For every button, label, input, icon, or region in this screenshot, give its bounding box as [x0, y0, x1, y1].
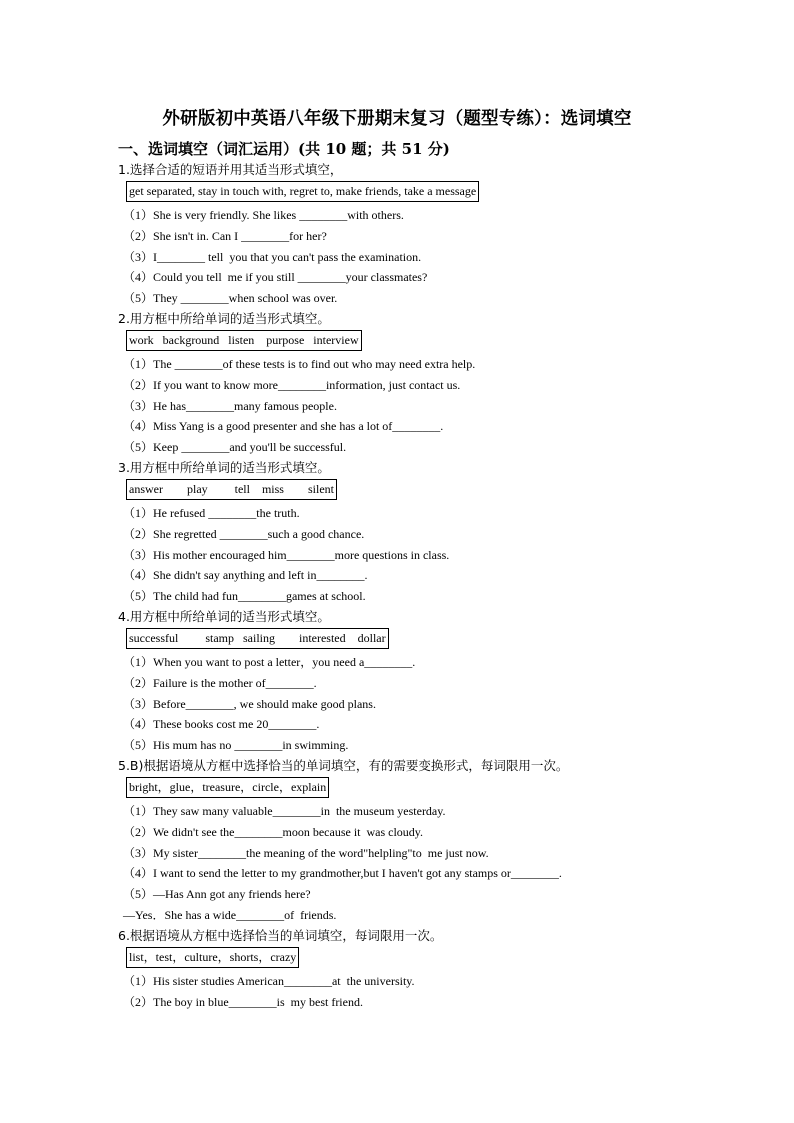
question-item: （4）Miss Yang is a good presenter and she has a lot of________. [123, 419, 444, 434]
question-item: （1）The ________of these tests is to find out who may need extra help. [123, 356, 476, 371]
question-block [118, 160, 678, 309]
question-block [118, 309, 678, 458]
question-item: （1）He refused ________the truth. [123, 505, 300, 520]
question-item: （2）Failure is the mother of________. [123, 675, 317, 690]
question-item: （4）These books cost me 20________. [123, 717, 320, 732]
word-bank-box: work background listen purpose interview [126, 330, 362, 351]
question-item: （2）We didn't see the________moon because it was cloudy. [123, 824, 424, 839]
question-item: （2）She isn't in. Can I ________for her? [123, 228, 327, 243]
question-prompt: 6.根据语境从方框中选择恰当的单词填空，每词限用一次。 [118, 927, 443, 943]
question-prompt: 5.B)根据语境从方框中选择恰当的单词填空，有的需要变换形式，每词限用一次。 [118, 757, 569, 773]
question-block [118, 926, 678, 1013]
question-item: （2）The boy in blue________is my best friend. [123, 994, 363, 1009]
question-item: （4）I want to send the letter to my grandmother,but I haven't got any stamps or________. [123, 866, 562, 881]
question-prompt: 4.用方框中所给单词的适当形式填空。 [118, 608, 330, 624]
section-heading: 一、选词填空（词汇运用）(共 10 题；共 51 分) [118, 140, 450, 158]
question-item: （4）She didn't say anything and left in________. [123, 568, 368, 583]
question-item: （3）He has________many famous people. [123, 398, 337, 413]
question-item: （2）She regretted ________such a good chance. [123, 526, 365, 541]
page-title: 外研版初中英语八年级下册期末复习（题型专练）：选词填空 [162, 109, 632, 129]
question-item: （1）When you want to post a letter，you need a________. [123, 654, 416, 669]
question-item: —Yes．She has a wide________of friends. [123, 907, 337, 922]
word-bank-box: successful stamp sailing interested dollar [126, 628, 389, 649]
question-item: （3）My sister________the meaning of the word"helpling"to me just now. [123, 845, 489, 860]
question-list [118, 160, 678, 1012]
question-item: （1）She is very friendly. She likes ________with others. [123, 208, 404, 222]
question-item: （1）His sister studies American________at the university. [123, 973, 415, 988]
question-block [118, 756, 678, 926]
question-prompt: 3.用方框中所给单词的适当形式填空。 [118, 459, 330, 475]
question-item: （3）His mother encouraged him________more questions in class. [123, 547, 450, 562]
question-item: （5）The child had fun________games at school. [123, 589, 366, 604]
question-item: （3）Before________, we should make good plans. [123, 696, 376, 711]
question-item: （5）—Has Ann got any friends here? [123, 887, 311, 902]
word-bank-box: get separated, stay in touch with, regret to, make friends, take a message [126, 181, 479, 202]
question-item: （1）They saw many valuable________in the museum yesterday. [123, 803, 446, 818]
question-item: （2）If you want to know more________information, just contact us. [123, 377, 461, 392]
question-item: （5）They ________when school was over. [123, 291, 338, 306]
word-bank-box: answer play tell miss silent [126, 479, 337, 500]
question-prompt: 1.选择合适的短语并用其适当形式填空， [118, 162, 343, 177]
question-item: （4）Could you tell me if you still ________your classmates? [123, 270, 428, 285]
question-item: （5）Keep ________and you'll be successful. [123, 440, 347, 455]
question-item: （5）His mum has no ________in swimming. [123, 738, 349, 753]
question-prompt: 2.用方框中所给单词的适当形式填空。 [118, 310, 330, 326]
word-bank-box: list，test，culture，shorts，crazy [126, 947, 299, 968]
question-block [118, 607, 678, 756]
question-item: （3）I________ tell you that you can't pass the examination. [123, 249, 422, 264]
question-block [118, 458, 678, 607]
word-bank-box: bright，glue，treasure，circle，explain [126, 777, 329, 798]
